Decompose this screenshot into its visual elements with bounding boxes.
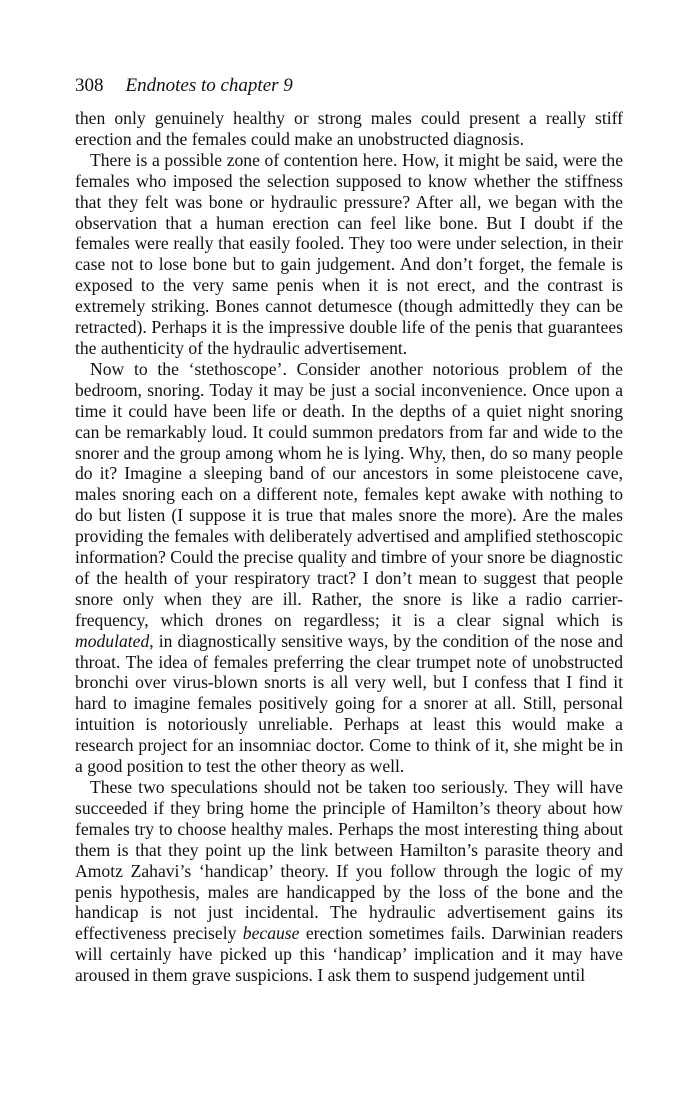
paragraph-3 <box>75 359 623 777</box>
running-head <box>75 74 293 98</box>
paragraph-2 <box>75 150 623 359</box>
body-text <box>75 108 623 986</box>
paragraph-4-text-a: These two speculations should not be taken too seriously. They will have succeeded if they bring home the principle of Hamilton’s theory about how females try to choose healthy males. Perhaps the most interesting thing about them is that they point up the link between Hamilton’s parasite theory and Amotz Zahavi’s ‘handicap’ theory. If you follow through the logic of my penis hypothesis, males are handicapped by the loss of the bone and the handicap is not just incidental. The hydraulic advertisement gains its effectiveness precisely <box>75 777 623 944</box>
paragraph-4 <box>75 777 623 986</box>
emphasis-because: because <box>242 923 300 944</box>
paragraph-4-text-b: erection sometimes fails. Darwinian readers will certainly have picked up this ‘handicap’ implication and it may have aroused in them grave suspicions. I ask them to suspend judgement until <box>75 923 624 986</box>
emphasis-modulated: modulated <box>75 630 150 651</box>
paragraph-3-text-a: Now to the ‘stethoscope’. Consider another notorious problem of the bedroom, snoring. Today it may be just a social inconvenience. Once upon a time it could have been life or death. In the depths of a quiet night snoring can be remarkably loud. It could summon predators from far and wide to the snorer and the group among whom he is lying. Why, then, do so many people do it? Imagine a sleeping band of our ancestors in some pleistocene cave, males snoring each on a different note, females kept awake with nothing to do but listen (I suppose it is true that males snore the more). Are the males providing the females with deliberately advertised and amplified stethoscopic information? Could the precise quality and timbre of your snore be diagnostic of the health of your respiratory tract? I don’t mean to suggest that people snore only when they are ill. Rather, the snore is like a radio carrier-frequency, which drones on regardless; it is a clear signal which is <box>75 358 623 630</box>
paragraph-2-text: There is a possible zone of contention here. How, it might be said, were the females who imposed the selection supposed to know whether the stiffness that they felt was bone or hydraulic pressure? After all, we began with the observation that a human erection can feel like bone. But I doubt if the females were really that easily fooled. They too were under selection, in their case not to lose bone but to gain judgement. And don’t forget, the female is exposed to the very same penis when it is not erect, and the contrast is extremely striking. Bones cannot detumesce (though admittedly they can be retracted). Perhaps it is the impressive double life of the penis that guarantees the authenticity of the hydraulic advertisement. <box>75 149 623 358</box>
paragraph-3-text-b: , in diagnostically sensitive ways, by the condition of the nose and throat. The idea of females preferring the clear trumpet note of unobstructed bronchi over virus-blown snorts is all very well, but I confess that I find it hard to imagine females positively going for a snorer at all. Still, personal intuition is notoriously unreliable. Perhaps at least this would make a research project for an insomniac doctor. Come to think of it, she might be in a good position to test the other theory as well. <box>75 630 623 777</box>
paragraph-1 <box>75 108 623 150</box>
page-number: 308 <box>75 75 104 96</box>
running-head-title: Endnotes to chapter 9 <box>125 75 293 96</box>
paragraph-1-text: then only genuinely healthy or strong males could present a really stiff erection and the females could make an unobstructed diagnosis. <box>75 108 623 149</box>
